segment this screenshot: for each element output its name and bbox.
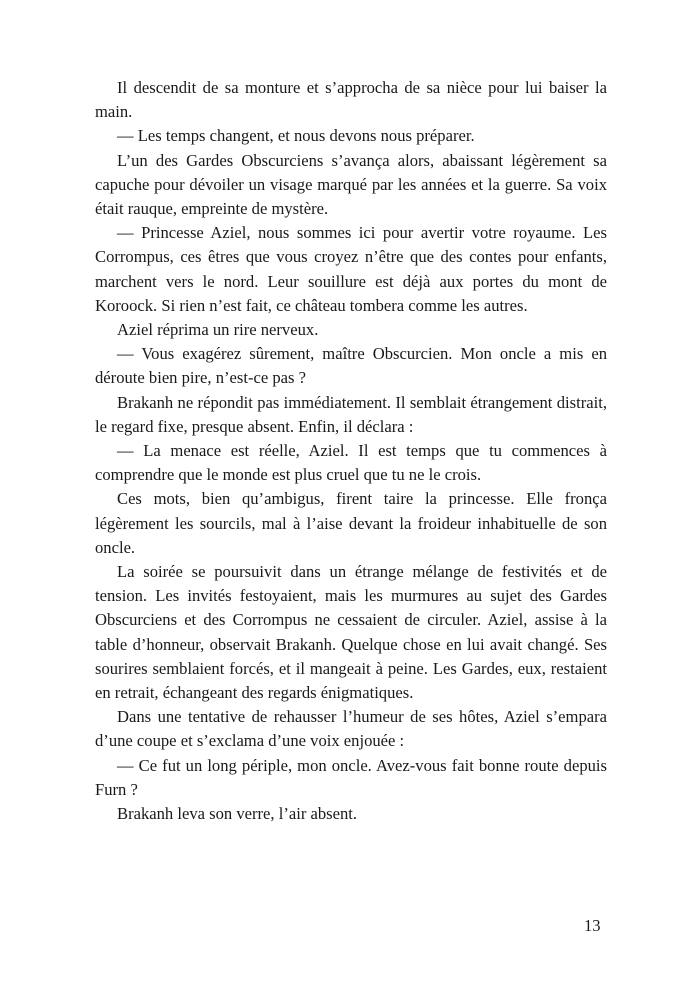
page-number: 13: [584, 916, 601, 935]
paragraph: La soirée se poursuivit dans un étrange mélange de festivités et de tension. Les invités festoyaient, mais les murmures au sujet des Gardes Obscurciens et des Corrompus ne cessaient de circuler. Aziel, assise à la table d’honneur, observait Brakanh. Quelque chose en lui avait changé. Ses sourires semblaient forcés, et il mangeait à peine. Les Gardes, eux, restaient en retrait, échangeant des regards énigmatiques.: [95, 562, 607, 703]
paragraph: — Vous exagérez sûrement, maître Obscurcien. Mon oncle a mis en déroute bien pire, n’est-ce pas ?: [95, 344, 607, 388]
page-body: [95, 76, 607, 826]
paragraph: — Les temps changent, et nous devons nous préparer.: [117, 126, 475, 146]
paragraph: L’un des Gardes Obscurciens s’avança alors, abaissant légèrement sa capuche pour dévoiler un visage marqué par les années et la guerre. Sa voix était rauque, empreinte de mystère.: [95, 150, 607, 219]
paragraph: Dans une tentative de rehausser l’humeur de ses hôtes, Aziel s’empara d’une coupe et s’exclama d’une voix enjouée :: [95, 707, 607, 751]
paragraph: Brakanh ne répondit pas immédiatement. Il semblait étrangement distrait, le regard fixe, presque absent. Enfin, il déclara :: [95, 392, 607, 436]
paragraph: Ces mots, bien qu’ambigus, firent taire la princesse. Elle fronça légèrement les sourcils, mal à l’aise devant la froideur inhabituelle de son oncle.: [95, 489, 607, 557]
paragraph: Il descendit de sa monture et s’approcha de sa nièce pour lui baiser la main.: [95, 78, 607, 122]
paragraph: Brakanh leva son verre, l’air absent.: [117, 804, 358, 824]
paragraph: — La menace est réelle, Aziel. Il est temps que tu commences à comprendre que le monde est plus cruel que tu ne le crois.: [95, 441, 607, 485]
paragraph: — Ce fut un long périple, mon oncle. Avez-vous fait bonne route depuis Furn ?: [95, 755, 607, 799]
paragraph: — Princesse Aziel, nous sommes ici pour avertir votre royaume. Les Corrompus, ces êtres que vous croyez n’être que des contes pour enfants, marchent vers le nord. Leur souillure est déjà aux portes du mont de Koroock. Si rien n’est fait, ce château tombera comme les autres.: [95, 223, 607, 315]
paragraph: Aziel réprima un rire nerveux.: [117, 320, 319, 340]
